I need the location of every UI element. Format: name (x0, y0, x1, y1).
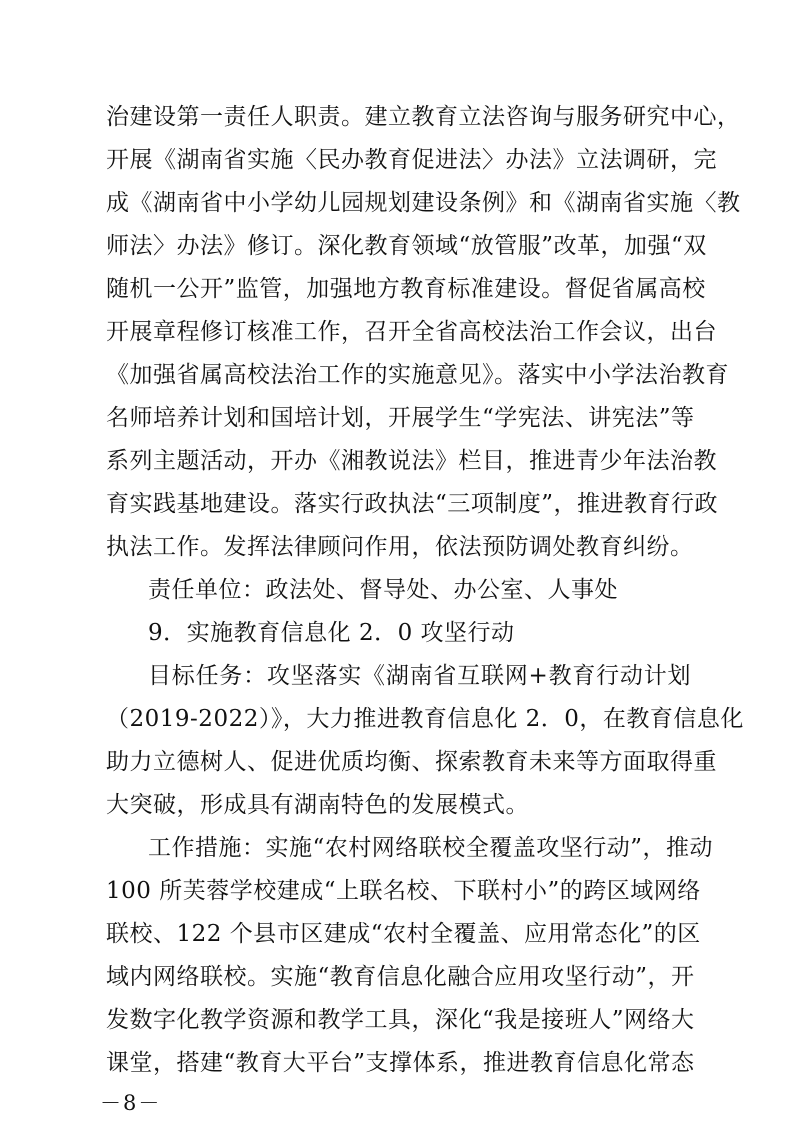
measures-line-6: 课堂，搭建“教育大平台”支撑体系，推进教育信息化常态 (106, 1050, 695, 1076)
measures-line-5: 发数字化教学资源和教学工具，深化“我是接班人”网络大 (106, 1007, 695, 1033)
measures-line-3: 联校、122 个县市区建成“农村全覆盖、应用常态化”的区 (106, 921, 701, 947)
measures-line-1: 工作措施：实施“农村网络联校全覆盖攻坚行动”，推动 (148, 835, 714, 861)
body-line-8: 名师培养计划和国培计划，开展学生“学宪法、讲宪法”等 (106, 405, 695, 431)
section-heading: 9．实施教育信息化 2．0 攻坚行动 (148, 620, 515, 646)
body-line-3: 成《湖南省中小学幼儿园规划建设条例》和《湖南省实施〈教 (106, 190, 741, 216)
measures-line-4: 域内网络联校。实施“教育信息化融合应用攻坚行动”，开 (106, 964, 695, 990)
body-line-4: 师法〉办法》修订。深化教育领域“放管服”改革，加强“双 (106, 233, 707, 259)
measures-line-2: 100 所芙蓉学校建成“上联名校、下联村小”的跨区域网络 (106, 878, 701, 904)
body-line-6: 开展章程修订核准工作，召开全省高校法治工作会议，出台 (106, 319, 717, 345)
page-number: －8－ (100, 1091, 162, 1115)
body-line-7: 《加强省属高校法治工作的实施意见》。落实中小学法治教育 (106, 362, 729, 388)
goal-line-3: 助力立德树人、促进优质均衡、探索教育未来等方面取得重 (106, 749, 717, 775)
body-line-11: 执法工作。发挥法律顾问作用，依法预防调处教育纠纷。 (106, 534, 694, 560)
goal-line-1: 目标任务：攻坚落实《湖南省互联网+教育行动计划 (148, 663, 691, 689)
body-line-2: 开展《湖南省实施〈民办教育促进法〉办法》立法调研，完 (106, 147, 717, 173)
body-line-10: 育实践基地建设。落实行政执法“三项制度”，推进教育行政 (106, 491, 719, 517)
goal-line-4: 大突破，形成具有湖南特色的发展模式。 (106, 792, 529, 818)
body-line-1: 治建设第一责任人职责。建立教育立法咨询与服务研究中心， (106, 104, 741, 130)
goal-line-2: （2019-2022）》，大力推进教育信息化 2．0，在教育信息化 (106, 706, 744, 732)
responsible-units-line: 责任单位：政法处、督导处、办公室、人事处 (148, 577, 618, 603)
body-line-9: 系列主题活动，开办《湘教说法》栏目，推进青少年法治教 (106, 448, 717, 474)
body-line-5: 随机一公开”监管，加强地方教育标准建设。督促省属高校 (106, 276, 706, 302)
